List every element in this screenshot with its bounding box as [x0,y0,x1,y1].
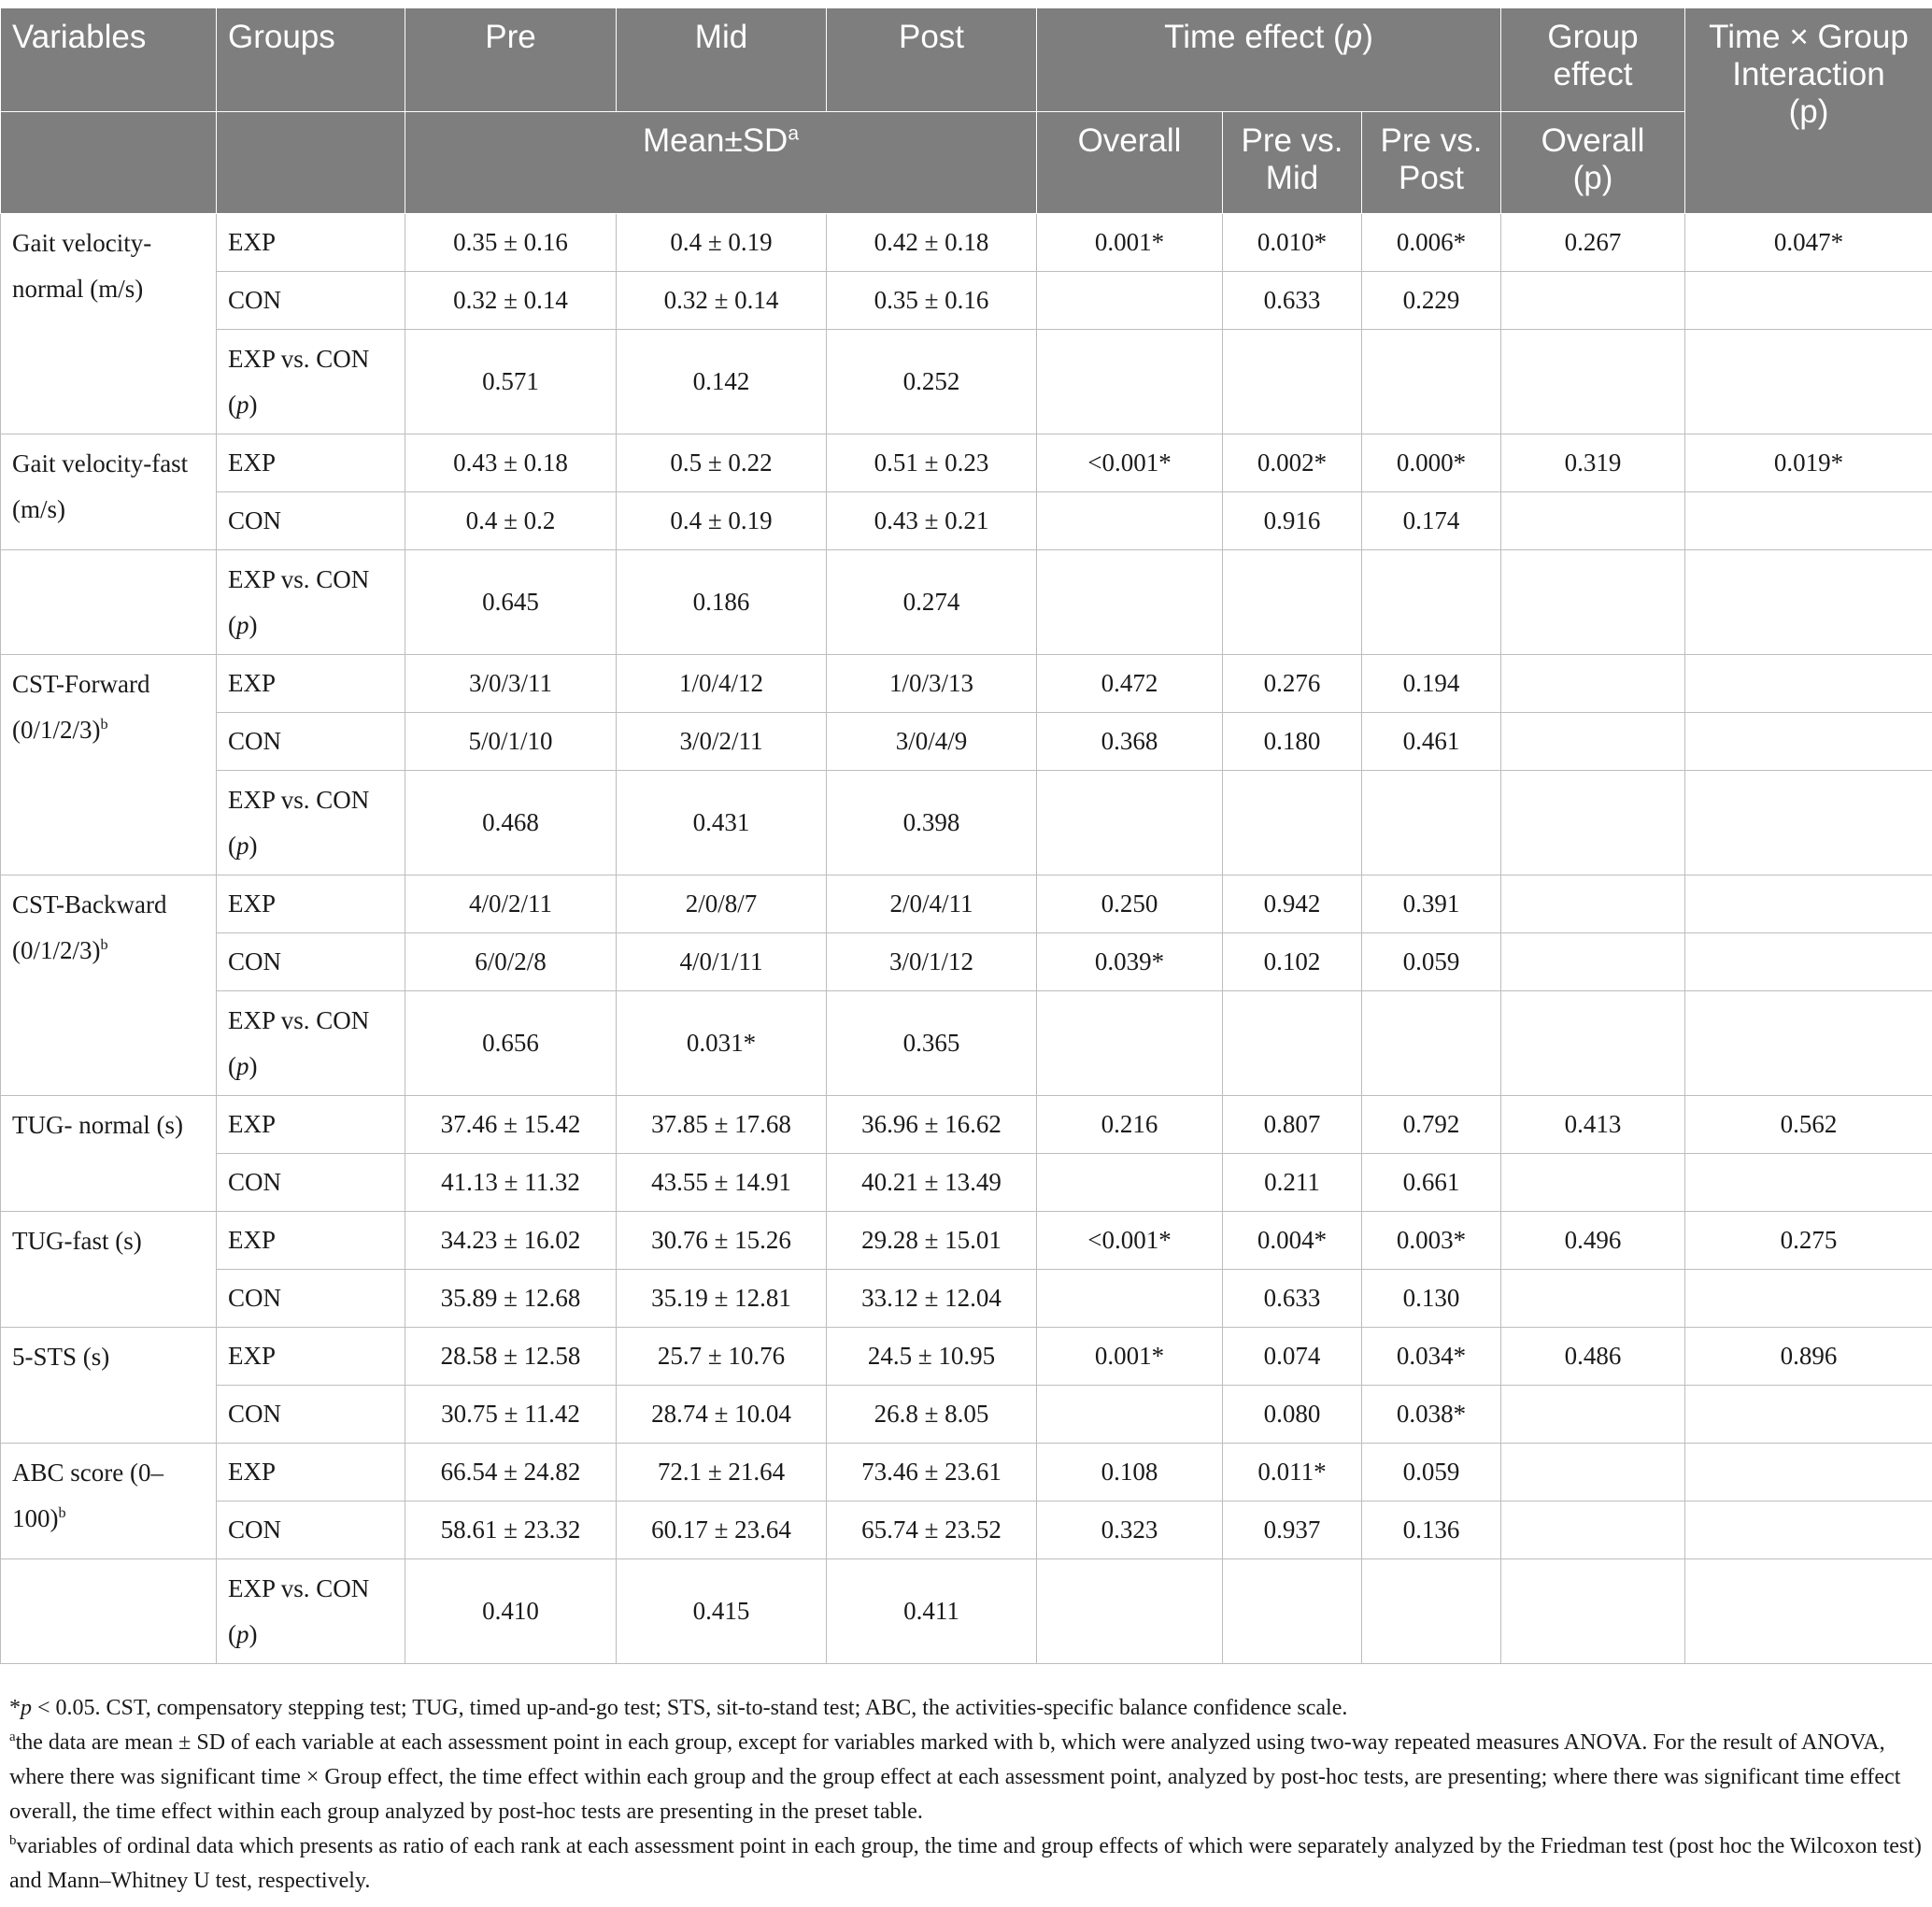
table-row [1,771,1932,875]
cell: 58.61 ± 23.32 [405,1501,617,1559]
cell: 0.661 [1362,1154,1501,1212]
group-label: CON [217,1270,405,1328]
table-row [1,655,1932,713]
cell: 0.252 [827,330,1037,434]
cell: 0.194 [1362,655,1501,713]
cell: 0.108 [1037,1444,1223,1501]
cell: 0.276 [1223,655,1362,713]
cell: 0.039* [1037,933,1223,991]
table-row [1,933,1932,991]
footnote-a: $^a$the data are mean ± SD of each variable at each assessment point in each group, except for variables marked with b, which were analyzed using two-way repeated measures ANOVA. For the result of ANOVA, where there was significant time × Group effect, the time effect within each group and the group effect at each assessment point, analyzed by post-hoc tests, are presenting; where there was significant time effect overall, the time effect within each group analyzed by post-hoc tests are presenting in the preset table. [9,1729,1901,1824]
cell [1685,1444,1932,1501]
cell [1501,713,1685,771]
variable-label [1,550,217,655]
cell: 0.496 [1501,1212,1685,1270]
header-pre-vs-post: Pre vs. Post [1362,112,1501,214]
table-row [1,1501,1932,1559]
group-label: EXP [217,1328,405,1386]
cell: 0.42 ± 0.18 [827,214,1037,272]
cell [1501,1270,1685,1328]
cell [1685,272,1932,330]
cell [1501,875,1685,933]
cell [1223,771,1362,875]
cell: 0.001* [1037,1328,1223,1386]
cell: 30.75 ± 11.42 [405,1386,617,1444]
cell [1685,1270,1932,1328]
cell: 0.211 [1223,1154,1362,1212]
cell [1685,1154,1932,1212]
group-label: EXP [217,434,405,492]
cell: 0.102 [1223,933,1362,991]
group-label: CON [217,713,405,771]
cell [1685,655,1932,713]
cell: 0.275 [1685,1212,1932,1270]
cell: 0.937 [1223,1501,1362,1559]
cell: 0.130 [1362,1270,1501,1328]
cell [1501,1501,1685,1559]
group-label: EXP [217,1212,405,1270]
cell: 0.047* [1685,214,1932,272]
cell: 37.85 ± 17.68 [617,1096,827,1154]
header-interaction: Time × Group Interaction (p) [1685,8,1932,214]
cell: 0.031* [617,991,827,1096]
cell: 0.142 [617,330,827,434]
table-row [1,272,1932,330]
header-row-1 [1,8,1932,112]
group-label: EXP [217,655,405,713]
cell: 0.896 [1685,1328,1932,1386]
cell: 0.51 ± 0.23 [827,434,1037,492]
cell [1362,330,1501,434]
cell: 0.216 [1037,1096,1223,1154]
cell [1037,1559,1223,1664]
cell: 29.28 ± 15.01 [827,1212,1037,1270]
table-row [1,875,1932,933]
cell: 4/0/2/11 [405,875,617,933]
cell: 0.319 [1501,434,1685,492]
variable-label [1,1559,217,1664]
cell: 0.000* [1362,434,1501,492]
cell: 0.411 [827,1559,1037,1664]
cell: 0.413 [1501,1096,1685,1154]
cell: <0.001* [1037,1212,1223,1270]
cell [1037,550,1223,655]
cell [1501,1386,1685,1444]
table-row [1,991,1932,1096]
cell: 0.274 [827,550,1037,655]
cell: 0.792 [1362,1096,1501,1154]
cell: 0.32 ± 0.14 [405,272,617,330]
cell [1501,1444,1685,1501]
cell [1037,1154,1223,1212]
cell: 3/0/4/9 [827,713,1037,771]
cell [1685,1559,1932,1664]
cell: 35.89 ± 12.68 [405,1270,617,1328]
cell: 72.1 ± 21.64 [617,1444,827,1501]
cell: 0.633 [1223,1270,1362,1328]
cell: 0.080 [1223,1386,1362,1444]
cell: 0.468 [405,771,617,875]
cell: 0.35 ± 0.16 [827,272,1037,330]
cell [1362,771,1501,875]
cell: 0.323 [1037,1501,1223,1559]
cell [1685,713,1932,771]
cell: 6/0/2/8 [405,933,617,991]
cell: 0.391 [1362,875,1501,933]
cell: 0.019* [1685,434,1932,492]
table-row [1,713,1932,771]
header-group-overall: Overall (p) [1501,112,1685,214]
cell: 0.43 ± 0.21 [827,492,1037,550]
results-table [0,7,1932,1664]
table-row [1,1154,1932,1212]
cell: 0.038* [1362,1386,1501,1444]
cell: 0.4 ± 0.19 [617,492,827,550]
cell: 0.571 [405,330,617,434]
group-label: EXP [217,1444,405,1501]
cell: 28.58 ± 12.58 [405,1328,617,1386]
cell: 0.486 [1501,1328,1685,1386]
cell [1685,330,1932,434]
cell: 2/0/8/7 [617,875,827,933]
cell: 41.13 ± 11.32 [405,1154,617,1212]
cell: 3/0/1/12 [827,933,1037,991]
cell [1223,991,1362,1096]
cell: 4/0/1/11 [617,933,827,991]
cell [1223,550,1362,655]
group-label: CON [217,933,405,991]
group-label: CON [217,1386,405,1444]
cell [1501,991,1685,1096]
header-post: Post [827,8,1037,112]
cell [1223,330,1362,434]
cell: 66.54 ± 24.82 [405,1444,617,1501]
cell: 0.942 [1223,875,1362,933]
cell: 0.034* [1362,1328,1501,1386]
cell [1685,492,1932,550]
variable-label: TUG-fast (s) [1,1212,217,1328]
cell: 0.431 [617,771,827,875]
cell [1501,771,1685,875]
variable-label: CST-Forward $(0/1/2/3)^b$ [1,655,217,875]
variable-label: CST-Backward $(0/1/2/3)^b$ [1,875,217,1096]
variable-label: Gait velocity- normal (m/s) [1,214,217,434]
cell [1501,933,1685,991]
cell: 0.010* [1223,214,1362,272]
cell: 0.398 [827,771,1037,875]
cell [1685,875,1932,933]
cell [1501,550,1685,655]
footnote-b: $^b$variables of ordinal data which presents as ratio of each rank at each assessment point in each group, the time and group effects of which were separately analyzed by the Friedman test (post hoc the Wilcoxon test) and Mann–Whitney U test, respectively. [9,1833,1922,1893]
cell: 33.12 ± 12.04 [827,1270,1037,1328]
cell: 0.059 [1362,933,1501,991]
group-label: CON [217,272,405,330]
cell: 35.19 ± 12.81 [617,1270,827,1328]
cell: 25.7 ± 10.76 [617,1328,827,1386]
group-label: EXP vs. CON (p) [217,991,405,1096]
table-row [1,1328,1932,1386]
cell: 0.368 [1037,713,1223,771]
cell: 26.8 ± 8.05 [827,1386,1037,1444]
cell: 2/0/4/11 [827,875,1037,933]
cell [1685,1501,1932,1559]
table-row [1,1212,1932,1270]
cell: 0.365 [827,991,1037,1096]
cell: 0.461 [1362,713,1501,771]
table-row [1,330,1932,434]
cell [1037,771,1223,875]
cell: 0.174 [1362,492,1501,550]
table-row [1,1270,1932,1328]
cell: 0.916 [1223,492,1362,550]
cell [1037,991,1223,1096]
cell: 3/0/2/11 [617,713,827,771]
cell: 73.46 ± 23.61 [827,1444,1037,1501]
cell [1501,655,1685,713]
header-groups: Groups [217,8,405,112]
header-row-2 [1,112,1932,214]
group-label: EXP vs. CON (p) [217,330,405,434]
cell: 30.76 ± 15.26 [617,1212,827,1270]
header-time-effect: Time effect (p) [1037,8,1501,112]
cell [1223,1559,1362,1664]
table-footnotes [9,1691,1925,1899]
footnote-significance: *p < 0.05. CST, compensatory stepping test; TUG, timed up-and-go test; STS, sit-to-stand test; ABC, the activities-specific balance confidence scale. [9,1696,1348,1720]
table-row [1,1559,1932,1664]
header-pre: Pre [405,8,617,112]
cell [1362,1559,1501,1664]
cell: 0.32 ± 0.14 [617,272,827,330]
cell [1362,991,1501,1096]
group-label: CON [217,1501,405,1559]
group-label: EXP [217,1096,405,1154]
cell: 0.003* [1362,1212,1501,1270]
cell: 0.250 [1037,875,1223,933]
cell: 1/0/3/13 [827,655,1037,713]
cell [1685,550,1932,655]
cell: 37.46 ± 15.42 [405,1096,617,1154]
cell: 0.002* [1223,434,1362,492]
cell: 28.74 ± 10.04 [617,1386,827,1444]
cell: 0.472 [1037,655,1223,713]
cell: 0.43 ± 0.18 [405,434,617,492]
cell: 3/0/3/11 [405,655,617,713]
cell [1501,330,1685,434]
header-mean-sd: $Mean\pm SD^a$ [405,112,1037,214]
header-overall: Overall [1037,112,1223,214]
header-blank-1 [1,112,217,214]
group-label: EXP vs. CON (p) [217,1559,405,1664]
cell: 0.415 [617,1559,827,1664]
cell: 0.006* [1362,214,1501,272]
cell: 0.001* [1037,214,1223,272]
cell: 0.410 [405,1559,617,1664]
group-label: EXP vs. CON (p) [217,771,405,875]
cell: 0.645 [405,550,617,655]
cell [1037,330,1223,434]
cell [1037,272,1223,330]
cell: 0.35 ± 0.16 [405,214,617,272]
cell: 0.267 [1501,214,1685,272]
cell: 43.55 ± 14.91 [617,1154,827,1212]
variable-label: TUG- normal (s) [1,1096,217,1212]
variable-label: Gait velocity-fast (m/s) [1,434,217,550]
table-row [1,492,1932,550]
cell [1501,272,1685,330]
table-row [1,1096,1932,1154]
cell [1685,771,1932,875]
group-label: EXP [217,214,405,272]
cell [1685,991,1932,1096]
header-group-effect: Group effect [1501,8,1685,112]
cell: 0.656 [405,991,617,1096]
cell [1685,933,1932,991]
cell: 0.633 [1223,272,1362,330]
variable-label: 5-STS (s) [1,1328,217,1444]
cell: 5/0/1/10 [405,713,617,771]
cell: 0.4 ± 0.19 [617,214,827,272]
table-row [1,434,1932,492]
cell: 0.186 [617,550,827,655]
cell: 60.17 ± 23.64 [617,1501,827,1559]
cell: 0.136 [1362,1501,1501,1559]
cell: 0.011* [1223,1444,1362,1501]
cell [1037,1270,1223,1328]
variable-label: ABC score (0– 100)$^b$ [1,1444,217,1559]
cell [1037,1386,1223,1444]
cell: 0.5 ± 0.22 [617,434,827,492]
group-label: EXP [217,875,405,933]
header-blank-2 [217,112,405,214]
cell [1501,492,1685,550]
group-label: EXP vs. CON (p) [217,550,405,655]
table-row [1,214,1932,272]
cell: 0.180 [1223,713,1362,771]
header-mid: Mid [617,8,827,112]
cell: 34.23 ± 16.02 [405,1212,617,1270]
group-label: CON [217,1154,405,1212]
cell: 24.5 ± 10.95 [827,1328,1037,1386]
cell [1501,1559,1685,1664]
header-variables: Variables [1,8,217,112]
cell: 0.004* [1223,1212,1362,1270]
cell: 1/0/4/12 [617,655,827,713]
cell [1685,1386,1932,1444]
header-pre-vs-mid: Pre vs. Mid [1223,112,1362,214]
cell: 0.807 [1223,1096,1362,1154]
cell [1037,492,1223,550]
cell: 36.96 ± 16.62 [827,1096,1037,1154]
group-label: CON [217,492,405,550]
cell: 0.562 [1685,1096,1932,1154]
cell [1501,1154,1685,1212]
table-row [1,1386,1932,1444]
cell: 0.059 [1362,1444,1501,1501]
cell: <0.001* [1037,434,1223,492]
cell: 0.229 [1362,272,1501,330]
cell: 40.21 ± 13.49 [827,1154,1037,1212]
cell: 65.74 ± 23.52 [827,1501,1037,1559]
table-row [1,550,1932,655]
cell: 0.074 [1223,1328,1362,1386]
cell: 0.4 ± 0.2 [405,492,617,550]
table-row [1,1444,1932,1501]
cell [1362,550,1501,655]
